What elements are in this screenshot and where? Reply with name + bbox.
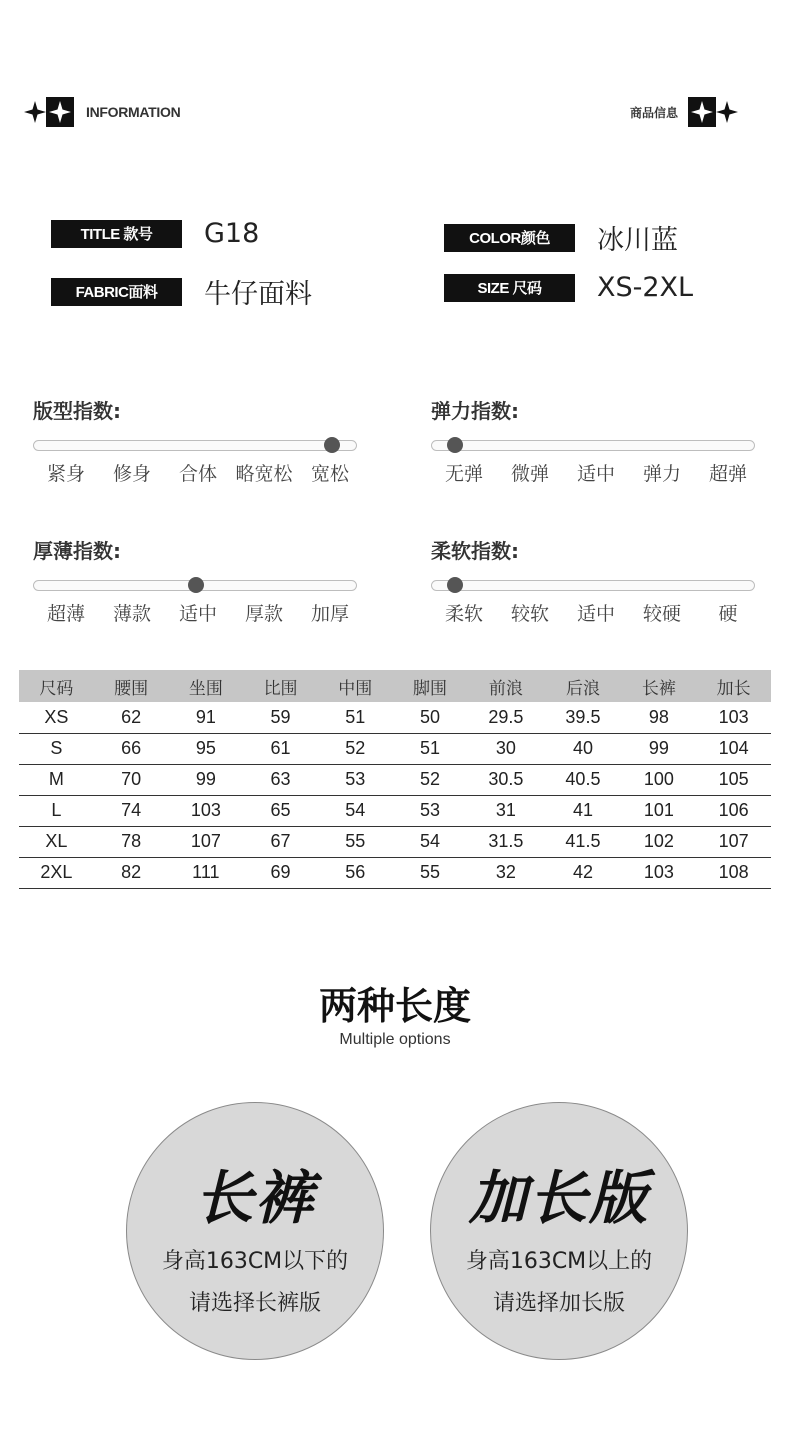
table-cell: 30.5 <box>467 764 544 795</box>
square-sparkle-icon <box>688 97 716 127</box>
size-table-header: 坐围 <box>168 670 243 702</box>
fabric-tag: FABRIC面料 <box>51 278 182 306</box>
size-table <box>19 670 771 889</box>
table-cell: 53 <box>393 795 468 826</box>
softness-gauge-track <box>431 580 755 591</box>
table-cell: 2XL <box>19 857 94 888</box>
softness-gauge-title: 柔软指数: <box>431 539 519 563</box>
elastic-gauge <box>431 395 761 485</box>
thickness-gauge-label: 超薄 <box>47 603 86 625</box>
thickness-gauge-label: 厚款 <box>245 603 284 625</box>
size-table-header-row <box>19 670 771 702</box>
color-tag: COLOR颜色 <box>444 224 575 252</box>
table-cell: 52 <box>318 733 393 764</box>
size-table-body <box>19 702 771 888</box>
size-table-header: 中围 <box>318 670 393 702</box>
table-row <box>19 795 771 826</box>
softness-gauge-knob <box>447 577 463 593</box>
size-table-header: 长裤 <box>621 670 696 702</box>
table-cell: XL <box>19 826 94 857</box>
elastic-gauge-label: 超弹 <box>709 463 748 485</box>
thickness-gauge-label: 加厚 <box>311 603 350 625</box>
regular-length-line2: 请选择长裤版 <box>188 1291 321 1316</box>
table-cell: 103 <box>621 857 696 888</box>
size-tag: SIZE 尺码 <box>444 274 575 302</box>
size-table-header: 加长 <box>696 670 771 702</box>
table-cell: 53 <box>318 764 393 795</box>
fit-gauge <box>33 395 363 485</box>
fit-gauge-labels <box>33 459 363 485</box>
extended-length-line2: 请选择加长版 <box>492 1291 625 1316</box>
elastic-gauge-label: 适中 <box>577 463 616 485</box>
elastic-gauge-title: 弹力指数: <box>431 399 519 423</box>
table-cell: 66 <box>94 733 169 764</box>
elastic-gauge-label: 微弹 <box>511 463 550 485</box>
table-cell: 99 <box>168 764 243 795</box>
softness-gauge-label: 硬 <box>718 603 738 625</box>
size-value: XS-2XL <box>597 272 694 303</box>
fit-gauge-title: 版型指数: <box>33 399 121 423</box>
regular-length-name: 长裤 <box>194 1164 315 1232</box>
thickness-gauge-knob <box>188 577 204 593</box>
product-info-label: 商品信息 <box>629 105 678 120</box>
information-header <box>24 97 180 127</box>
table-cell: 101 <box>621 795 696 826</box>
fit-gauge-label: 修身 <box>113 463 152 485</box>
table-cell: 51 <box>393 733 468 764</box>
table-cell: 111 <box>168 857 243 888</box>
table-cell: 69 <box>243 857 318 888</box>
sparkle-icon <box>24 101 46 123</box>
elastic-gauge-label: 弹力 <box>643 463 682 485</box>
length-section-subtitle: Multiple options <box>339 1031 451 1048</box>
thickness-gauge <box>33 535 363 625</box>
fit-gauge-label: 紧身 <box>47 463 86 485</box>
table-cell: 39.5 <box>544 702 621 733</box>
fit-gauge-label: 合体 <box>179 463 218 485</box>
table-cell: 91 <box>168 702 243 733</box>
table-cell: 67 <box>243 826 318 857</box>
softness-gauge-label: 适中 <box>577 603 616 625</box>
regular-length-option <box>126 1102 384 1360</box>
fit-gauge-label: 宽松 <box>311 463 350 485</box>
extended-length-line1: 身高163CM以上的 <box>465 1249 653 1274</box>
information-label: INFORMATION <box>86 104 181 120</box>
table-cell: 103 <box>696 702 771 733</box>
fit-gauge-label: 略宽松 <box>235 463 293 485</box>
table-cell: 50 <box>393 702 468 733</box>
thickness-gauge-label: 薄款 <box>113 603 152 625</box>
table-cell: 56 <box>318 857 393 888</box>
elastic-gauge-knob <box>447 437 463 453</box>
softness-gauge-labels <box>431 599 761 625</box>
table-cell: 63 <box>243 764 318 795</box>
table-cell: 32 <box>467 857 544 888</box>
title-value: G18 <box>204 218 260 249</box>
size-table-header: 尺码 <box>19 670 94 702</box>
table-cell: XS <box>19 702 94 733</box>
table-row <box>19 764 771 795</box>
table-cell: 108 <box>696 857 771 888</box>
table-cell: M <box>19 764 94 795</box>
softness-gauge-label: 较软 <box>511 603 550 625</box>
table-cell: 31.5 <box>467 826 544 857</box>
table-cell: 105 <box>696 764 771 795</box>
table-row <box>19 702 771 733</box>
table-cell: 30 <box>467 733 544 764</box>
table-cell: 54 <box>393 826 468 857</box>
table-cell: 41 <box>544 795 621 826</box>
info-color-row <box>444 218 678 257</box>
info-size-row <box>444 272 693 303</box>
square-sparkle-icon <box>46 97 74 127</box>
table-cell: 61 <box>243 733 318 764</box>
table-cell: 104 <box>696 733 771 764</box>
table-cell: 41.5 <box>544 826 621 857</box>
table-cell: 107 <box>696 826 771 857</box>
table-cell: 98 <box>621 702 696 733</box>
table-cell: 62 <box>94 702 169 733</box>
table-cell: 102 <box>621 826 696 857</box>
table-row <box>19 826 771 857</box>
table-cell: 40.5 <box>544 764 621 795</box>
table-cell: 55 <box>393 857 468 888</box>
table-cell: L <box>19 795 94 826</box>
table-cell: 31 <box>467 795 544 826</box>
table-cell: 40 <box>544 733 621 764</box>
table-cell: 42 <box>544 857 621 888</box>
elastic-gauge-label: 无弹 <box>445 463 484 485</box>
table-cell: 106 <box>696 795 771 826</box>
regular-length-line1: 身高163CM以下的 <box>161 1249 349 1274</box>
table-cell: 55 <box>318 826 393 857</box>
info-fabric-row <box>51 272 312 311</box>
table-cell: 82 <box>94 857 169 888</box>
thickness-gauge-track <box>33 580 357 591</box>
softness-gauge <box>431 535 761 625</box>
info-title-row <box>51 218 259 249</box>
table-cell: 29.5 <box>467 702 544 733</box>
table-cell: S <box>19 733 94 764</box>
thickness-gauge-label: 适中 <box>179 603 218 625</box>
table-cell: 51 <box>318 702 393 733</box>
table-cell: 52 <box>393 764 468 795</box>
table-cell: 59 <box>243 702 318 733</box>
table-cell: 95 <box>168 733 243 764</box>
thickness-gauge-labels <box>33 599 363 625</box>
table-cell: 99 <box>621 733 696 764</box>
table-row <box>19 733 771 764</box>
sparkle-icon <box>716 101 738 123</box>
length-section-title: 两种长度 <box>318 984 471 1028</box>
thickness-gauge-title: 厚薄指数: <box>33 539 121 563</box>
fabric-value: 牛仔面料 <box>204 279 312 310</box>
size-table-header: 腰围 <box>94 670 169 702</box>
fit-gauge-track <box>33 440 357 451</box>
table-cell: 70 <box>94 764 169 795</box>
table-cell: 103 <box>168 795 243 826</box>
table-cell: 54 <box>318 795 393 826</box>
softness-gauge-label: 较硬 <box>643 603 682 625</box>
elastic-gauge-track <box>431 440 755 451</box>
product-info-header <box>630 97 738 127</box>
extended-length-option <box>430 1102 688 1360</box>
size-table-header: 脚围 <box>393 670 468 702</box>
fit-gauge-knob <box>324 437 340 453</box>
softness-gauge-label: 柔软 <box>445 603 484 625</box>
elastic-gauge-labels <box>431 459 761 485</box>
size-table-header: 比围 <box>243 670 318 702</box>
table-cell: 65 <box>243 795 318 826</box>
title-tag: TITLE 款号 <box>51 220 182 248</box>
color-value: 冰川蓝 <box>597 225 678 256</box>
table-cell: 100 <box>621 764 696 795</box>
table-cell: 78 <box>94 826 169 857</box>
table-cell: 107 <box>168 826 243 857</box>
size-table-header: 前浪 <box>467 670 544 702</box>
table-row <box>19 857 771 888</box>
extended-length-name: 加长版 <box>468 1164 649 1232</box>
table-cell: 74 <box>94 795 169 826</box>
size-table-header: 后浪 <box>544 670 621 702</box>
